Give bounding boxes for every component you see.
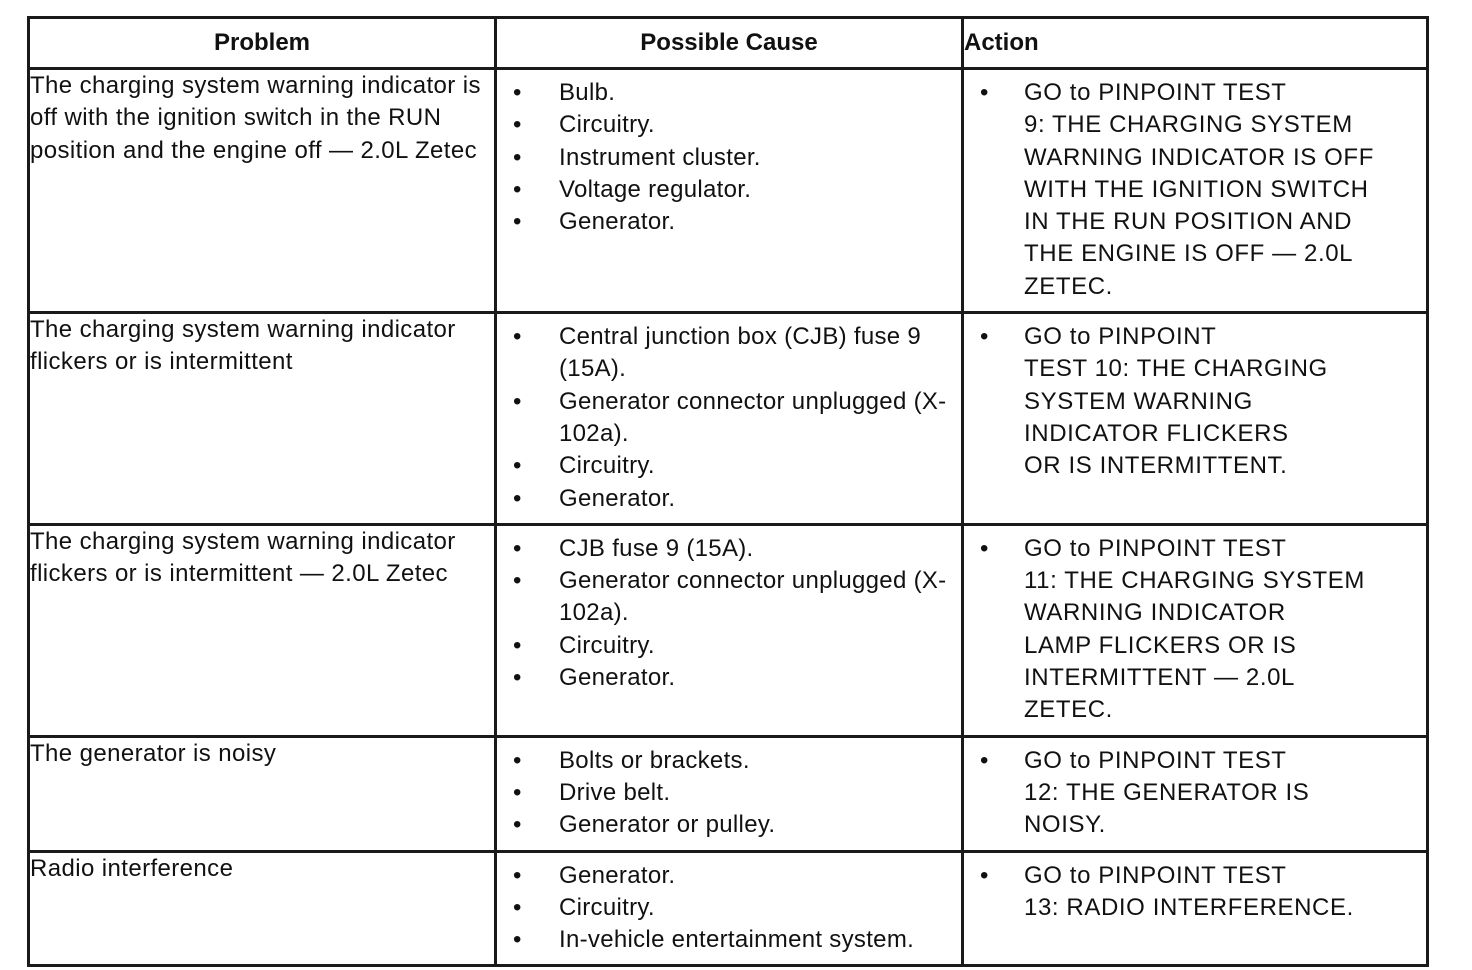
header-possible-cause: Possible Cause [496,18,963,69]
table-row [29,736,1428,851]
cause-item [497,745,957,777]
cause-text: Bolts or brackets. [559,746,750,774]
cause-item [497,109,957,141]
cause-item [497,533,957,565]
bullet-icon: • [513,452,522,480]
problem-cell: The charging system warning indicator is off with the ignition switch in the RUN position and the engine off — 2.0L Zetec [29,69,496,313]
bullet-icon: • [513,567,522,595]
action-item [964,533,1422,727]
action-list [964,738,1426,850]
diagnostic-table [27,16,1429,967]
bullet-icon: • [980,746,990,774]
bullet-icon: • [513,484,522,512]
cause-text: Generator or pulley. [559,811,776,839]
action-item [964,321,1422,482]
cause-text: Drive belt. [559,778,671,806]
bullet-icon: • [513,811,522,839]
cause-item [497,450,957,482]
cause-item [497,77,957,109]
bullet-icon: • [513,387,522,415]
bullet-icon: • [513,111,522,139]
bullet-icon: • [513,631,522,659]
cause-item [497,321,957,386]
header-action: Action [963,18,1428,69]
cause-text: Circuitry. [559,893,655,921]
cause-cell [496,736,963,851]
cause-item [497,386,957,451]
action-cell [963,313,1428,525]
cause-item [497,924,957,956]
cause-text: CJB fuse 9 (15A). [559,534,754,562]
table-row [29,313,1428,525]
action-item [964,745,1422,842]
problem-cell: Radio interference [29,851,496,966]
bullet-icon: • [513,746,522,774]
cause-cell [496,69,963,313]
bullet-icon: • [513,79,522,106]
cause-text: In-vehicle entertainment system. [559,926,915,954]
bullet-icon: • [513,893,522,921]
cause-text: Generator connector unplugged (X-102a). [559,387,947,447]
cause-item [497,483,957,515]
action-list [964,853,1426,933]
bullet-icon: • [980,79,990,106]
cause-cell [496,851,963,966]
cause-text: Circuitry. [559,111,655,139]
cause-item [497,142,957,174]
cause-list [497,526,961,702]
cause-text: Circuitry. [559,631,655,659]
cause-text: Voltage regulator. [559,175,752,203]
cause-text: Generator. [559,484,676,512]
cause-cell [496,524,963,736]
header-problem: Problem [29,18,496,69]
cause-item [497,174,957,206]
cause-item [497,630,957,662]
bullet-icon: • [513,778,522,806]
cause-text: Generator. [559,208,676,236]
bullet-icon: • [513,143,522,171]
header-row [29,18,1428,69]
action-list [964,70,1426,311]
cause-item [497,860,957,892]
table-row [29,851,1428,966]
cause-item [497,777,957,809]
bullet-icon: • [513,208,522,236]
action-list [964,314,1426,490]
cause-item [497,809,957,841]
problem-cell: The charging system warning indicator flickers or is intermittent [29,313,496,525]
cause-item [497,565,957,630]
bullet-icon: • [980,323,990,351]
cause-item [497,892,957,924]
cause-text: Instrument cluster. [559,143,761,171]
bullet-icon: • [513,323,522,351]
action-text: GO to PINPOINT TEST 10: THE CHARGING SYSTEM WARNING INDICATOR FLICKERS OR IS INTERMITTENT. [1024,323,1328,480]
bullet-icon: • [980,534,990,562]
cause-text: Central junction box (CJB) fuse 9 (15A). [559,323,922,383]
cause-text: Generator. [559,664,676,692]
cause-text: Generator. [559,861,676,889]
action-cell [963,524,1428,736]
cause-list [497,853,961,965]
bullet-icon: • [513,926,522,954]
action-text: GO to PINPOINT TEST 12: THE GENERATOR IS NOISY. [1024,746,1310,839]
cause-text: Generator connector unplugged (X-102a). [559,567,947,627]
cause-cell [496,313,963,525]
problem-cell: The generator is noisy [29,736,496,851]
bullet-icon: • [513,534,522,562]
cause-text: Bulb. [559,79,616,106]
bullet-icon: • [513,861,522,889]
cause-item [497,662,957,694]
action-text: GO to PINPOINT TEST 11: THE CHARGING SYSTEM WARNING INDICATOR LAMP FLICKERS OR IS INTERMITTENT — 2.0L ZETEC. [1024,534,1365,724]
action-list [964,526,1426,735]
bullet-icon: • [513,175,522,203]
action-item [964,860,1422,925]
action-text: GO to PINPOINT TEST 9: THE CHARGING SYSTEM WARNING INDICATOR IS OFF WITH THE IGNITION SWITCH IN THE RUN POSITION AND THE ENGINE IS OFF — 2.0L ZETEC. [1024,79,1374,300]
action-text: GO to PINPOINT TEST 13: RADIO INTERFERENCE. [1024,861,1354,921]
cause-text: Circuitry. [559,452,655,480]
action-cell [963,736,1428,851]
cause-item [497,206,957,238]
bullet-icon: • [980,861,990,889]
table-row [29,524,1428,736]
cause-list [497,738,961,850]
problem-cell: The charging system warning indicator flickers or is intermittent — 2.0L Zetec [29,524,496,736]
action-cell [963,851,1428,966]
bullet-icon: • [513,664,522,692]
action-cell [963,69,1428,313]
action-item [964,77,1422,303]
table-row [29,69,1428,313]
cause-list [497,314,961,523]
cause-list [497,70,961,246]
